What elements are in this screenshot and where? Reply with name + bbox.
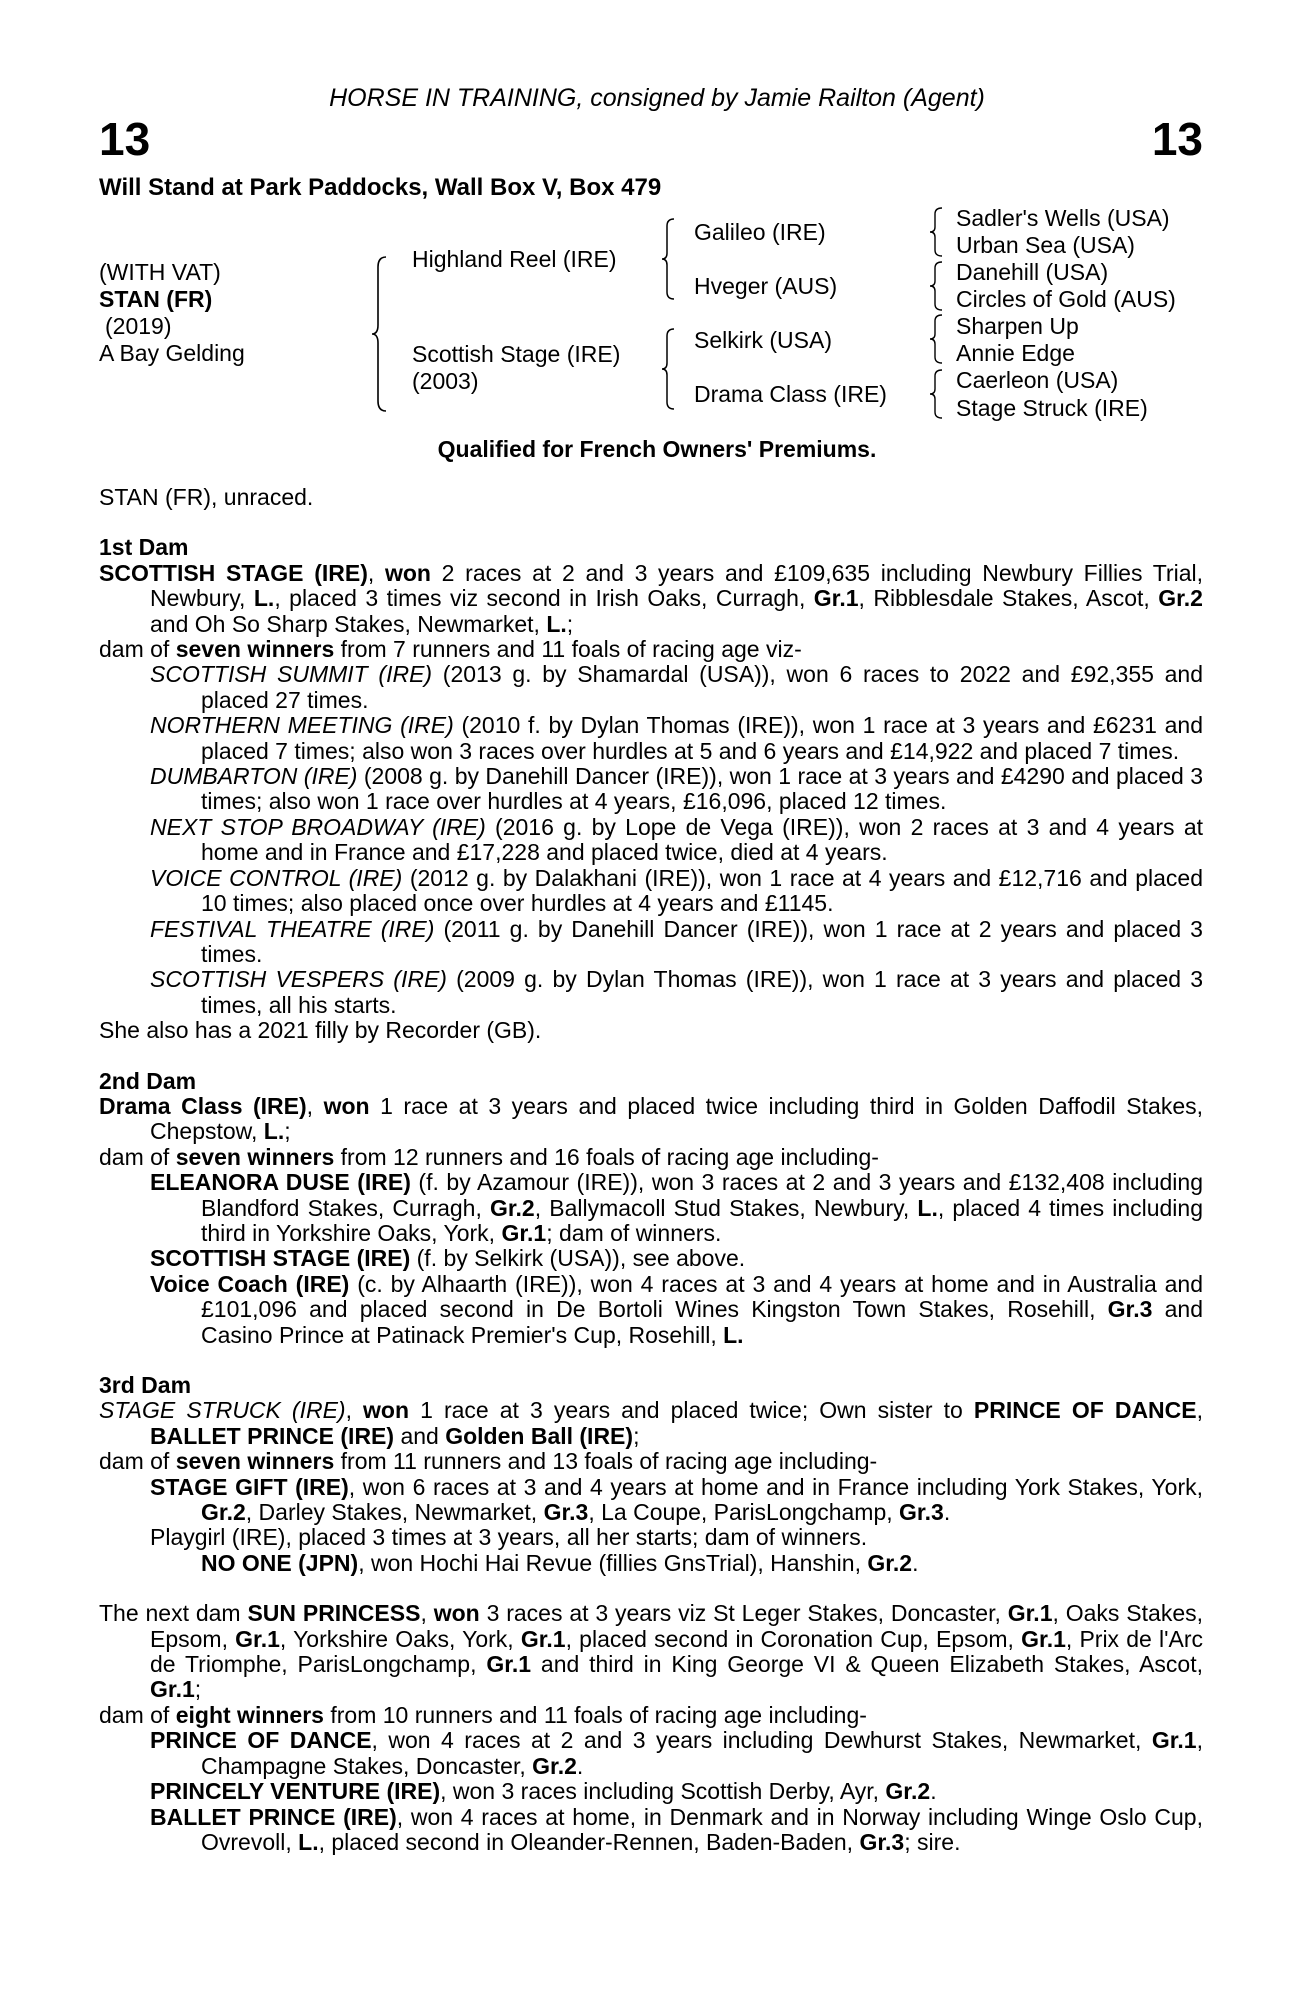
- record-paragraph: [99, 1601, 1203, 1703]
- record-paragraph: [99, 561, 1203, 637]
- text-run: , Ribblesdale Stakes, Ascot,: [858, 585, 1159, 612]
- ancestor-g3: Stage Struck (IRE): [956, 395, 1148, 421]
- text-run: , Yorkshire Oaks, York,: [279, 1625, 521, 1652]
- bold-text: L.: [298, 1828, 319, 1855]
- bold-text: won: [323, 1092, 370, 1119]
- bold-text: L.: [917, 1194, 938, 1221]
- text-run: , Champagne Stakes, Doncaster,: [201, 1727, 1203, 1779]
- record-paragraph: [99, 1703, 1203, 1728]
- bold-text: won: [433, 1600, 480, 1627]
- text-run: , placed 3 times viz second in Irish Oaks, Curragh,: [274, 585, 814, 612]
- horse-year: (2019): [105, 313, 172, 339]
- text-run: , won 3 races including Scottish Derby, Ayr,: [440, 1778, 886, 1805]
- record-paragraph: [99, 1551, 1203, 1576]
- record-paragraph: [99, 1094, 1203, 1145]
- text-run: , won 4 races at 2 and 3 years including Dewhurst Stakes, Newmarket,: [371, 1727, 1152, 1754]
- bold-text: Golden Ball (IRE): [445, 1422, 634, 1449]
- text-run: The next dam: [99, 1600, 248, 1627]
- text-run: , Ballymacoll Stud Stakes, Newbury,: [534, 1194, 918, 1221]
- text-run: dam of: [99, 1701, 176, 1728]
- text-run: , La Coupe, ParisLongchamp,: [588, 1499, 900, 1526]
- record-paragraph: [99, 815, 1203, 866]
- bold-text: Gr.3: [899, 1499, 944, 1526]
- text-run: .: [930, 1778, 937, 1805]
- text-run: Playgirl (IRE), placed 3 times at 3 years, all her starts; dam of winners.: [150, 1524, 868, 1551]
- italic-text: NEXT STOP BROADWAY (IRE): [150, 813, 486, 840]
- text-run: .: [576, 1752, 584, 1779]
- text-run: (2011 g. by Danehill Dancer (IRE)), won 1 race at 2 years and placed 3 times.: [201, 915, 1203, 967]
- ancestor-g3: Caerleon (USA): [956, 367, 1119, 393]
- section: [99, 1601, 1203, 1855]
- record-paragraph: [99, 1805, 1203, 1856]
- record-paragraph: [99, 1272, 1203, 1348]
- italic-text: NORTHERN MEETING (IRE): [150, 712, 454, 739]
- bold-text: Gr.1: [1021, 1625, 1066, 1652]
- ancestor-g3: Urban Sea (USA): [956, 232, 1135, 258]
- bold-text: Gr.1: [501, 1219, 547, 1246]
- record-paragraph: [99, 967, 1203, 1018]
- text-run: ; sire.: [904, 1828, 961, 1855]
- text-run: from 7 runners and 11 foals of racing age viz-: [334, 636, 802, 663]
- text-run: , won 4 races at home, in Denmark and in Norway including Winge Oslo Cup, Ovrevoll,: [201, 1803, 1203, 1855]
- text-run: ,: [367, 559, 385, 586]
- text-run: ,: [345, 1397, 364, 1424]
- stand-location: Will Stand at Park Paddocks, Wall Box V, Box 479: [99, 174, 662, 201]
- italic-text: SCOTTISH SUMMIT (IRE): [150, 661, 433, 688]
- bold-text: Voice Coach (IRE): [150, 1270, 350, 1297]
- bold-text: Gr.2: [532, 1752, 577, 1779]
- bold-text: BALLET PRINCE (IRE): [150, 1422, 395, 1449]
- text-run: 1 race at 3 years and placed twice including third in Golden Daffodil Stakes, Chepstow,: [150, 1092, 1204, 1145]
- bold-text: Gr.2: [867, 1549, 913, 1576]
- bold-text: L.: [723, 1321, 744, 1348]
- record-paragraph: [99, 637, 1203, 662]
- text-run: (2010 f. by Dylan Thomas (IRE)), won 1 race at 3 years and £6231 and placed 7 times; also won 3 races over hurdles at 5 and 6 years and £14,922 and placed 7 times.: [201, 712, 1204, 764]
- horse-description: A Bay Gelding: [99, 340, 245, 366]
- record-paragraph: [99, 1145, 1203, 1170]
- text-run: 1 race at 3 years and placed twice; Own sister to: [409, 1397, 974, 1424]
- bold-text: Gr.2: [1158, 585, 1203, 612]
- text-run: from 12 runners and 16 foals of racing age including-: [334, 1143, 879, 1170]
- text-run: She also has a 2021 filly by Recorder (GB).: [99, 1017, 542, 1044]
- text-run: ,: [420, 1600, 434, 1627]
- italic-text: FESTIVAL THEATRE (IRE): [150, 915, 435, 942]
- bold-text: Gr.1: [486, 1651, 532, 1678]
- text-run: , placed second in Coronation Cup, Epsom,: [565, 1625, 1022, 1652]
- record-paragraph: [99, 1398, 1203, 1449]
- record-paragraph: [99, 1449, 1203, 1474]
- bold-text: L.: [253, 585, 275, 612]
- bold-text: Gr.1: [150, 1676, 195, 1703]
- bold-text: Gr.3: [543, 1499, 589, 1526]
- text-run: , Oaks Stakes, Epsom,: [150, 1600, 1203, 1652]
- bold-text: Gr.1: [1007, 1600, 1053, 1627]
- text-run: 3 races at 3 years viz St Leger Stakes, Doncaster,: [479, 1600, 1008, 1627]
- text-run: , placed second in Oleander-Rennen, Baden-Baden,: [318, 1828, 860, 1855]
- text-run: (c. by Alhaarth (IRE)), won 4 races at 3 and 4 years at home and in Australia and £101,096 and placed second in De Bortoli Wines Kingston Town Stakes, Rosehill,: [201, 1270, 1203, 1323]
- text-run: (f. by Selkirk (USA)), see above.: [410, 1245, 746, 1272]
- catalogue-header: HORSE IN TRAINING, consigned by Jamie Railton (Agent): [329, 84, 985, 112]
- record-paragraph: [99, 1246, 1203, 1271]
- text-run: ,: [1196, 1397, 1204, 1424]
- text-run: , Darley Stakes, Newmarket,: [245, 1499, 544, 1526]
- text-run: ;: [566, 610, 574, 637]
- bold-text: PRINCE OF DANCE: [150, 1727, 372, 1754]
- section-1st-dam: [99, 535, 1203, 1043]
- text-run: (2012 g. by Dalakhani (IRE)), won 1 race at 4 years and £12,716 and placed 10 times; also placed once over hurdles at 4 years and £1145.: [201, 864, 1203, 917]
- record-paragraph: [99, 1018, 1203, 1043]
- record-paragraph: [99, 1779, 1203, 1804]
- bold-text: Gr.2: [489, 1194, 535, 1221]
- dam-dam: Drama Class (IRE): [694, 381, 887, 407]
- ancestor-g3: Circles of Gold (AUS): [956, 286, 1176, 312]
- dam: Scottish Stage (IRE): [412, 341, 621, 367]
- horse-name: STAN (FR): [99, 286, 213, 312]
- produce-record: [99, 485, 1203, 1855]
- bold-text: Gr.1: [813, 585, 859, 612]
- bold-text: L.: [263, 1118, 285, 1145]
- record-paragraph: [99, 713, 1203, 764]
- text-run: , Prix de l'Arc de Triomphe, ParisLongchamp,: [150, 1625, 1203, 1678]
- text-run: and: [394, 1422, 446, 1449]
- text-run: and third in King George VI & Queen Elizabeth Stakes, Ascot,: [531, 1651, 1203, 1678]
- bold-text: won: [384, 559, 431, 586]
- text-run: from 11 runners and 13 foals of racing age including-: [334, 1448, 878, 1475]
- pedigree-brace-g3-3: [930, 313, 944, 365]
- bold-text: NO ONE (JPN): [201, 1549, 359, 1576]
- bold-text: SCOTTISH STAGE (IRE): [99, 559, 368, 586]
- bold-text: Drama Class (IRE): [99, 1092, 307, 1119]
- pedigree-brace-dam: [662, 327, 676, 411]
- record-paragraph: [99, 485, 1203, 510]
- text-run: and Oh So Sharp Stakes, Newmarket,: [150, 610, 547, 637]
- section-3rd-dam: [99, 1373, 1203, 1576]
- pedigree-brace-main: [372, 255, 388, 413]
- bold-text: L.: [546, 610, 567, 637]
- text-run: (2013 g. by Shamardal (USA)), won 6 races to 2022 and £92,355 and placed 27 times.: [201, 661, 1203, 713]
- text-run: (f. by Azamour (IRE)), won 3 races at 2 and 3 years and £132,408 including Blandford Stakes, Curragh,: [201, 1169, 1203, 1221]
- bold-text: Gr.1: [1151, 1727, 1197, 1754]
- text-run: dam of: [99, 636, 176, 663]
- text-run: 2 races at 2 and 3 years and £109,635 including Newbury Fillies Trial, Newbury,: [150, 559, 1203, 612]
- text-run: , won 6 races at 3 and 4 years at home and in France including York Stakes, York,: [348, 1473, 1204, 1500]
- section-heading: 3rd Dam: [99, 1372, 192, 1398]
- dam-sire: Selkirk (USA): [694, 327, 833, 353]
- bold-text: Gr.3: [1107, 1296, 1153, 1323]
- record-paragraph: [99, 917, 1203, 968]
- bold-text: seven winners: [175, 636, 335, 663]
- section-heading: 1st Dam: [99, 534, 189, 561]
- ancestor-g3: Annie Edge: [956, 340, 1075, 366]
- text-run: and Casino Prince at Patinack Premier's Cup, Rosehill,: [201, 1296, 1203, 1348]
- bold-text: seven winners: [175, 1448, 335, 1475]
- pedigree-brace-sire: [662, 217, 676, 301]
- bold-text: won: [363, 1397, 410, 1424]
- record-paragraph: [99, 1475, 1203, 1526]
- text-run: from 10 runners and 11 foals of racing age including-: [323, 1701, 867, 1728]
- sire-sire: Galileo (IRE): [694, 219, 826, 245]
- record-paragraph: [99, 1170, 1203, 1246]
- text-run: , won Hochi Hai Revue (fillies GnsTrial), Hanshin,: [358, 1549, 868, 1576]
- ancestor-g3: Sharpen Up: [956, 313, 1079, 339]
- text-run: dam of: [99, 1143, 176, 1170]
- italic-text: SCOTTISH VESPERS (IRE): [150, 966, 447, 993]
- bold-text: Gr.2: [201, 1499, 246, 1526]
- pedigree-brace-g3-2: [930, 260, 944, 312]
- text-run: ,: [306, 1092, 324, 1119]
- italic-text: STAGE STRUCK (IRE): [99, 1397, 346, 1424]
- record-paragraph: [99, 1525, 1203, 1550]
- text-run: ; dam of winners.: [546, 1219, 722, 1246]
- section-heading: 2nd Dam: [99, 1067, 197, 1094]
- sire-dam: Hveger (AUS): [694, 273, 838, 299]
- bold-text: PRINCE OF DANCE: [973, 1397, 1197, 1424]
- sire: Highland Reel (IRE): [412, 246, 617, 272]
- premiums-note: Qualified for French Owners' Premiums.: [437, 436, 877, 462]
- text-run: (2016 g. by Lope de Vega (IRE)), won 2 races at 3 and 4 years at home and in France and £17,228 and placed twice, died at 4 years.: [201, 813, 1204, 866]
- dam-year: (2003): [412, 368, 479, 394]
- lot-number-left: 13: [99, 113, 151, 165]
- record-paragraph: [99, 866, 1203, 917]
- section: [99, 485, 1203, 510]
- bold-text: Gr.1: [235, 1625, 280, 1652]
- bold-text: BALLET PRINCE (IRE): [150, 1803, 397, 1830]
- bold-text: PRINCELY VENTURE (IRE): [150, 1778, 441, 1805]
- bold-text: Gr.2: [885, 1778, 931, 1805]
- record-paragraph: [99, 1728, 1203, 1779]
- bold-text: SUN PRINCESS: [247, 1600, 421, 1627]
- text-run: dam of: [99, 1448, 176, 1475]
- text-run: , placed 4 times including third in Yorkshire Oaks, York,: [201, 1194, 1203, 1246]
- text-run: (2008 g. by Danehill Dancer (IRE)), won 1 race at 3 years and £4290 and placed 3 times; also won 1 race over hurdles at 4 years, £16,096, placed 12 times.: [201, 763, 1203, 815]
- lot-number-right: 13: [1151, 113, 1203, 165]
- vat-note: (WITH VAT): [99, 259, 221, 285]
- bold-text: Gr.3: [859, 1828, 905, 1855]
- italic-text: VOICE CONTROL (IRE): [150, 864, 403, 891]
- text-run: ;: [284, 1118, 291, 1145]
- section-2nd-dam: [99, 1069, 1203, 1348]
- ancestor-g3: Danehill (USA): [956, 259, 1109, 285]
- record-paragraph: [99, 764, 1203, 815]
- bold-text: Gr.1: [520, 1625, 566, 1652]
- text-run: .: [943, 1499, 951, 1526]
- bold-text: eight winners: [175, 1701, 324, 1728]
- text-run: STAN (FR), unraced.: [99, 484, 314, 510]
- text-run: (2009 g. by Dylan Thomas (IRE)), won 1 race at 3 years and placed 3 times, all his starts.: [201, 966, 1203, 1018]
- bold-text: seven winners: [175, 1143, 335, 1170]
- italic-text: DUMBARTON (IRE): [150, 763, 358, 790]
- bold-text: STAGE GIFT (IRE): [150, 1473, 349, 1500]
- pedigree-brace-g3-1: [930, 206, 944, 258]
- text-run: ;: [633, 1422, 640, 1449]
- text-run: .: [912, 1549, 919, 1576]
- ancestor-g3: Sadler's Wells (USA): [956, 205, 1170, 231]
- bold-text: SCOTTISH STAGE (IRE): [150, 1245, 411, 1272]
- pedigree-brace-g3-4: [930, 368, 944, 420]
- record-paragraph: [99, 662, 1203, 713]
- text-run: ;: [194, 1676, 202, 1703]
- bold-text: ELEANORA DUSE (IRE): [150, 1169, 411, 1196]
